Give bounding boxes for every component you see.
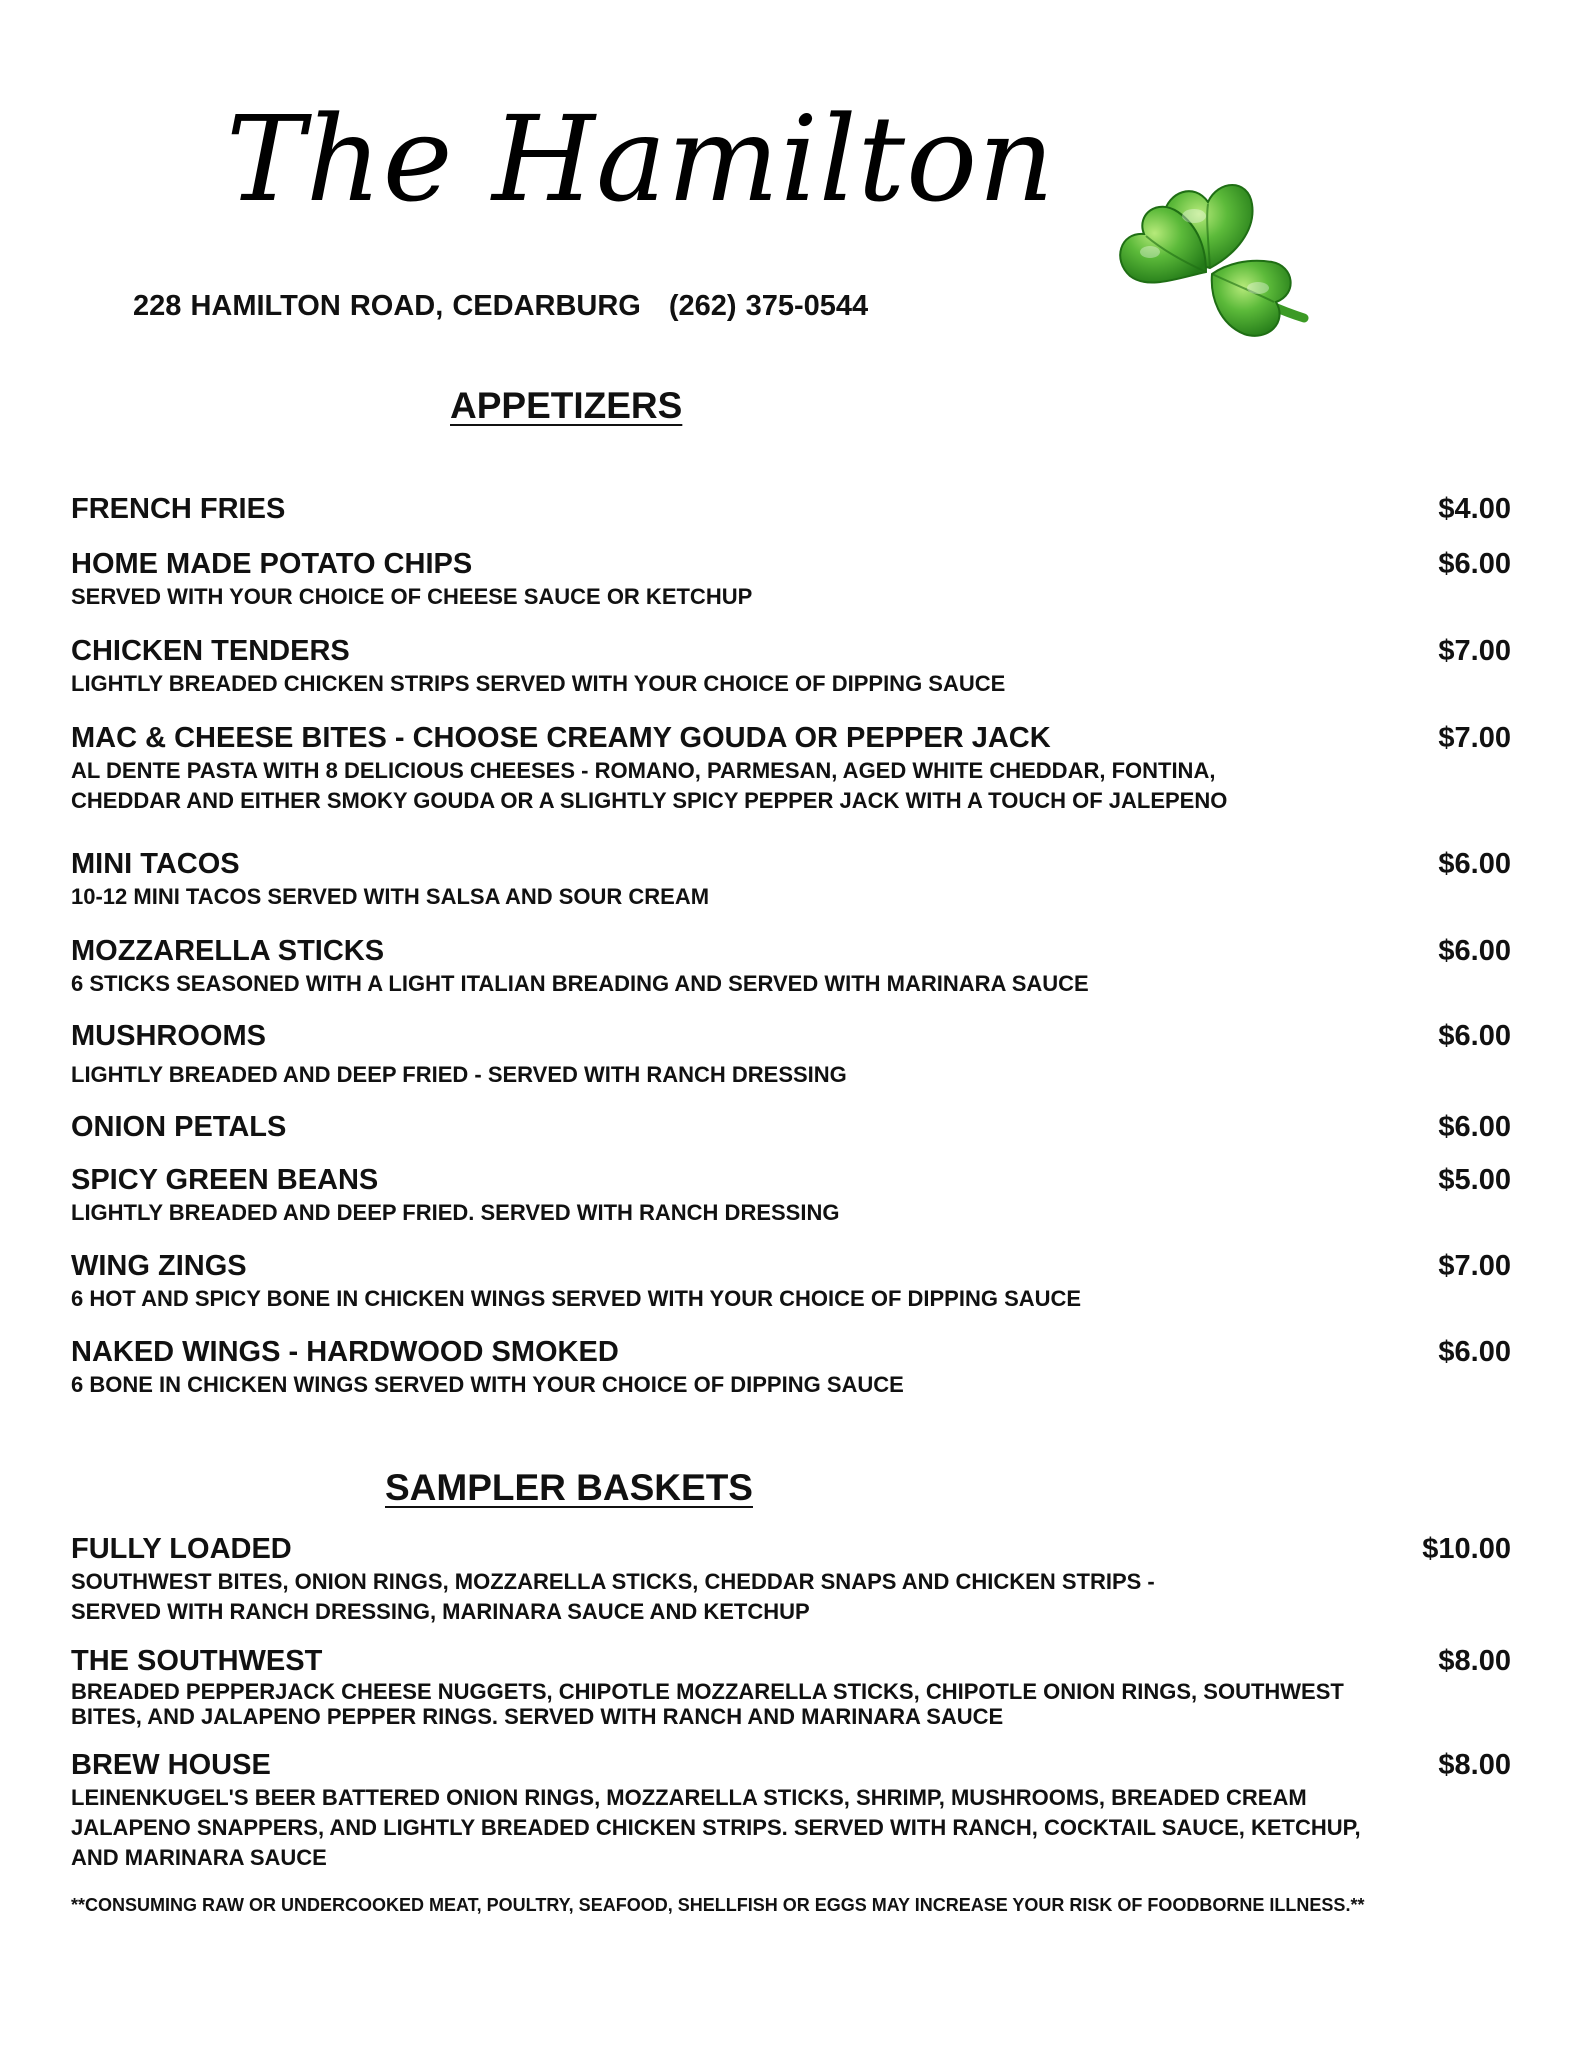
item-name: SPICY GREEN BEANS xyxy=(71,1164,379,1196)
item-description: 6 BONE IN CHICKEN WINGS SERVED WITH YOUR CHOICE OF DIPPING SAUCE xyxy=(71,1372,904,1397)
item-name: MINI TACOS xyxy=(71,848,240,880)
item-name: FRENCH FRIES xyxy=(71,493,286,525)
item-price: $4.00 xyxy=(1438,493,1511,525)
menu-item xyxy=(71,1248,1511,1314)
item-name: MOZZARELLA STICKS xyxy=(71,935,385,967)
menu-item xyxy=(71,720,1511,816)
item-description: LIGHTLY BREADED CHICKEN STRIPS SERVED WITH YOUR CHOICE OF DIPPING SAUCE xyxy=(71,671,1006,696)
item-description: LIGHTLY BREADED AND DEEP FRIED. SERVED WITH RANCH DRESSING xyxy=(71,1200,840,1225)
item-description: SOUTHWEST BITES, ONION RINGS, MOZZARELLA STICKS, CHEDDAR SNAPS AND CHICKEN STRIPS - SERVED WITH RANCH DRESSING, MARINARA SAUCE AND KETCHUP xyxy=(71,1569,1155,1624)
item-name: BREW HOUSE xyxy=(71,1749,271,1781)
item-price: $5.00 xyxy=(1438,1164,1511,1196)
item-description: BREADED PEPPERJACK CHEESE NUGGETS, CHIPOTLE MOZZARELLA STICKS, CHIPOTLE ONION RINGS, SOUTHWEST BITES, AND JALAPENO PEPPER RINGS. SERVED WITH RANCH AND MARINARA SAUCE xyxy=(71,1679,1344,1729)
item-price: $6.00 xyxy=(1438,1336,1511,1368)
item-name: MAC & CHEESE BITES - CHOOSE CREAMY GOUDA OR PEPPER JACK xyxy=(71,722,1051,754)
menu-item xyxy=(71,1018,1511,1090)
item-price: $8.00 xyxy=(1438,1749,1511,1781)
item-name: NAKED WINGS - HARDWOOD SMOKED xyxy=(71,1336,619,1368)
item-description: AL DENTE PASTA WITH 8 DELICIOUS CHEESES - ROMANO, PARMESAN, AGED WHITE CHEDDAR, FONTINA, CHEDDAR AND EITHER SMOKY GOUDA OR A SLIGHTLY SPICY PEPPER JACK WITH A TOUCH OF JALEPENO xyxy=(71,758,1228,813)
appetizers-heading: APPETIZERS xyxy=(450,385,683,426)
item-name: FULLY LOADED xyxy=(71,1533,292,1565)
item-description: 6 STICKS SEASONED WITH A LIGHT ITALIAN BREADING AND SERVED WITH MARINARA SAUCE xyxy=(71,971,1089,996)
item-name: MUSHROOMS xyxy=(71,1020,266,1052)
item-description: LIGHTLY BREADED AND DEEP FRIED - SERVED WITH RANCH DRESSING xyxy=(71,1062,847,1087)
item-price: $8.00 xyxy=(1438,1645,1511,1677)
item-description: 10-12 MINI TACOS SERVED WITH SALSA AND SOUR CREAM xyxy=(71,884,710,909)
restaurant-logo-title: The Hamilton xyxy=(226,90,1056,228)
menu-item xyxy=(71,1643,1511,1729)
phone-number: (262) 375-0544 xyxy=(668,290,869,322)
shamrock-icon xyxy=(1098,168,1320,344)
item-price: $6.00 xyxy=(1438,848,1511,880)
menu-item xyxy=(71,633,1511,699)
menu-item xyxy=(71,1747,1511,1873)
item-name: WING ZINGS xyxy=(71,1250,247,1282)
item-name: CHICKEN TENDERS xyxy=(71,635,350,667)
menu-item xyxy=(71,1162,1511,1228)
item-description: LEINENKUGEL'S BEER BATTERED ONION RINGS, MOZZARELLA STICKS, SHRIMP, MUSHROOMS, BREADED CREAM JALAPENO SNAPPERS, AND LIGHTLY BREADED CHICKEN STRIPS. SERVED WITH RANCH, COCKTAIL SAUCE, KETCHUP, AND MARINARA SAUCE xyxy=(71,1785,1361,1870)
item-price: $10.00 xyxy=(1422,1533,1511,1565)
menu-item xyxy=(71,933,1511,999)
item-name: ONION PETALS xyxy=(71,1111,287,1143)
menu-item xyxy=(71,1109,1511,1145)
menu-item xyxy=(71,1531,1511,1627)
item-name: THE SOUTHWEST xyxy=(71,1645,323,1677)
item-price: $6.00 xyxy=(1438,1020,1511,1052)
item-price: $6.00 xyxy=(1438,935,1511,967)
street-address: 228 HAMILTON ROAD, CEDARBURG xyxy=(133,290,641,322)
menu-item xyxy=(71,546,1511,612)
item-name: HOME MADE POTATO CHIPS xyxy=(71,548,473,580)
item-price: $7.00 xyxy=(1438,635,1511,667)
item-price: $7.00 xyxy=(1438,1250,1511,1282)
menu-item xyxy=(71,491,1511,527)
item-description: SERVED WITH YOUR CHOICE OF CHEESE SAUCE OR KETCHUP xyxy=(71,584,753,609)
address-line xyxy=(133,290,868,323)
item-price: $6.00 xyxy=(1438,548,1511,580)
item-description: 6 HOT AND SPICY BONE IN CHICKEN WINGS SERVED WITH YOUR CHOICE OF DIPPING SAUCE xyxy=(71,1286,1082,1311)
item-price: $6.00 xyxy=(1438,1111,1511,1143)
item-price: $7.00 xyxy=(1438,722,1511,754)
menu-item xyxy=(71,846,1511,912)
menu-item xyxy=(71,1334,1511,1400)
food-safety-disclaimer: **CONSUMING RAW OR UNDERCOOKED MEAT, POULTRY, SEAFOOD, SHELLFISH OR EGGS MAY INCREASE YOUR RISK OF FOODBORNE ILLNESS.** xyxy=(71,1895,1365,1915)
sampler-baskets-heading: SAMPLER BASKETS xyxy=(385,1467,753,1508)
